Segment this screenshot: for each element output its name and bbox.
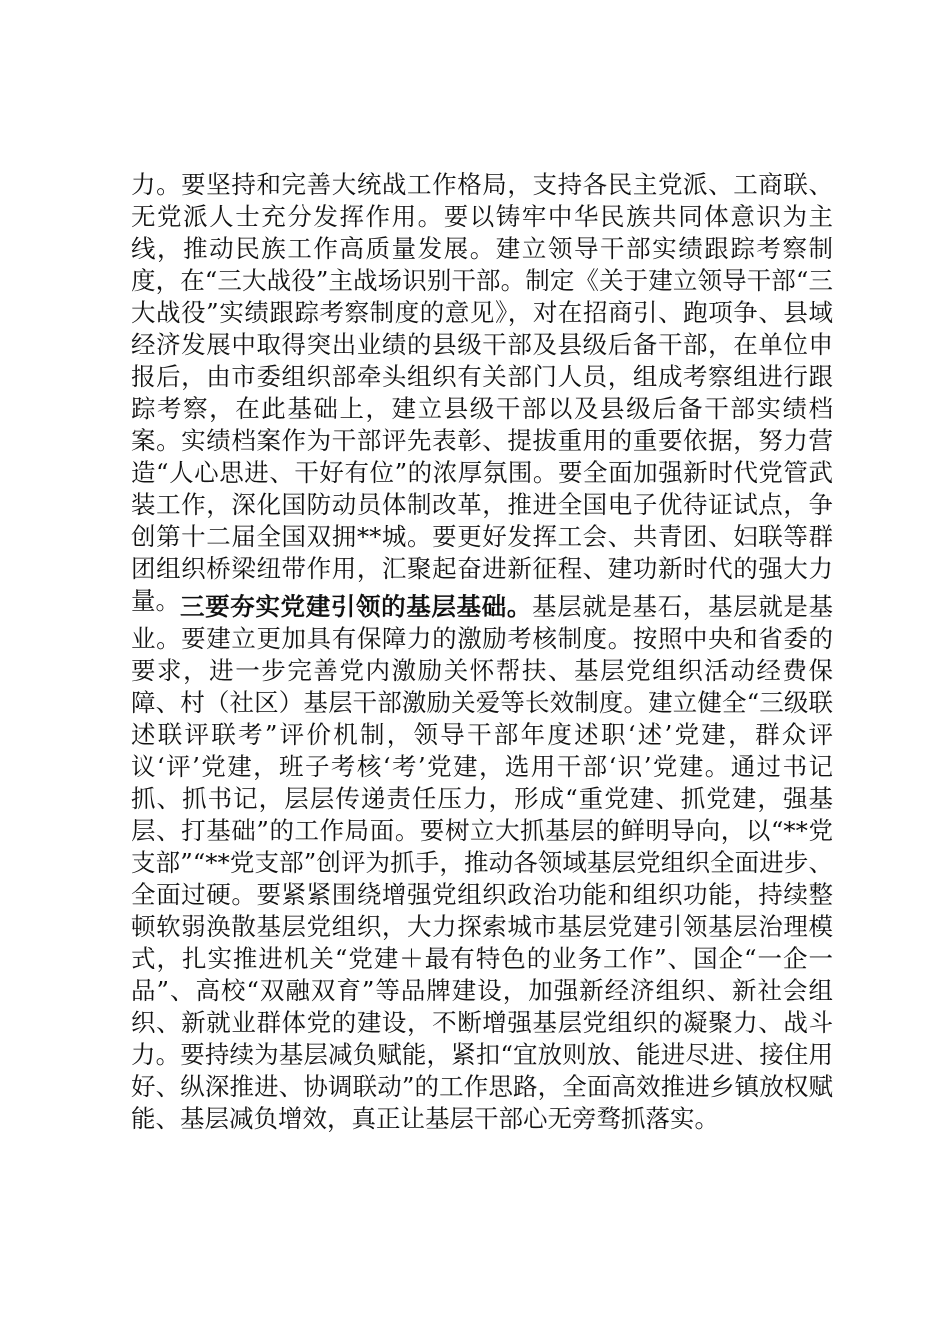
section-heading: 三要夯实党建引领的基层基础。	[180, 592, 532, 621]
paragraph-continuation	[131, 169, 833, 617]
paragraph-text	[131, 591, 833, 1135]
paragraph-section-three	[131, 591, 833, 1135]
paragraph-body: 力。要坚持和完善大统战工作格局，支持各民主党派、工商联、无党派人士充分发挥作用。要以铸牢中华民族共同体意识为主线，推动民族工作高质量发展。建立领导干部实绩跟踪考察制度，在“三大战役”主战场识别干部。制定《关于建立领导干部“三大战役”实绩跟踪考察制度的意见》，对在招商引、跑项争、县域经济发展中取得突出业绩的县级干部及县级后备干部，在单位申报后，由市委组织部牵头组织有关部门人员，组成考察组进行跟踪考察，在此基础上，建立县级干部以及县级后备干部实绩档案。实绩档案作为干部评先表彰、提拔重用的重要依据，努力营造“人心思进、干好有位”的浓厚氛围。要全面加强新时代党管武装工作，深化国防动员体制改革，推进全国电子优待证试点，争创第十二届全国双拥**城。要更好发挥工会、共青团、妇联等群团组织桥梁纽带作用，汇聚起奋进新征程、建功新时代的强大力量。	[131, 170, 833, 615]
paragraph-body: 基层就是基石，基层就是基业。要建立更加具有保障力的激励考核制度。按照中央和省委的要求，进一步完善党内激励关怀帮扶、基层党组织活动经费保障、村（社区）基层干部激励关爱等长效制度。建立健全“三级联述联评联考”评价机制，领导干部年度述职‘述’党建，群众评议‘评’党建，班子考核‘考’党建，选用干部‘识’党建。通过书记抓、抓书记，层层传递责任压力，形成“重党建、抓党建，强基层、打基础”的工作局面。要树立大抓基层的鲜明导向，以“**党支部”“**党支部”创评为抓手，推动各领域基层党组织全面进步、全面过硬。要紧紧围绕增强党组织政治功能和组织功能，持续整顿软弱涣散基层党组织，大力探索城市基层党建引领基层治理模式，扎实推进机关“党建＋最有特色的业务工作”、国企“一企一品”、高校“双融双育”等品牌建设，加强新经济组织、新社会组织、新就业群体党的建设，不断增强基层党组织的凝聚力、战斗力。要持续为基层减负赋能，紧扣“宜放则放、能进尽进、接住用好、纵深推进、协调联动”的工作思路，全面高效推进乡镇放权赋能、基层减负增效，真正让基层干部心无旁骛抓落实。	[131, 592, 834, 1133]
